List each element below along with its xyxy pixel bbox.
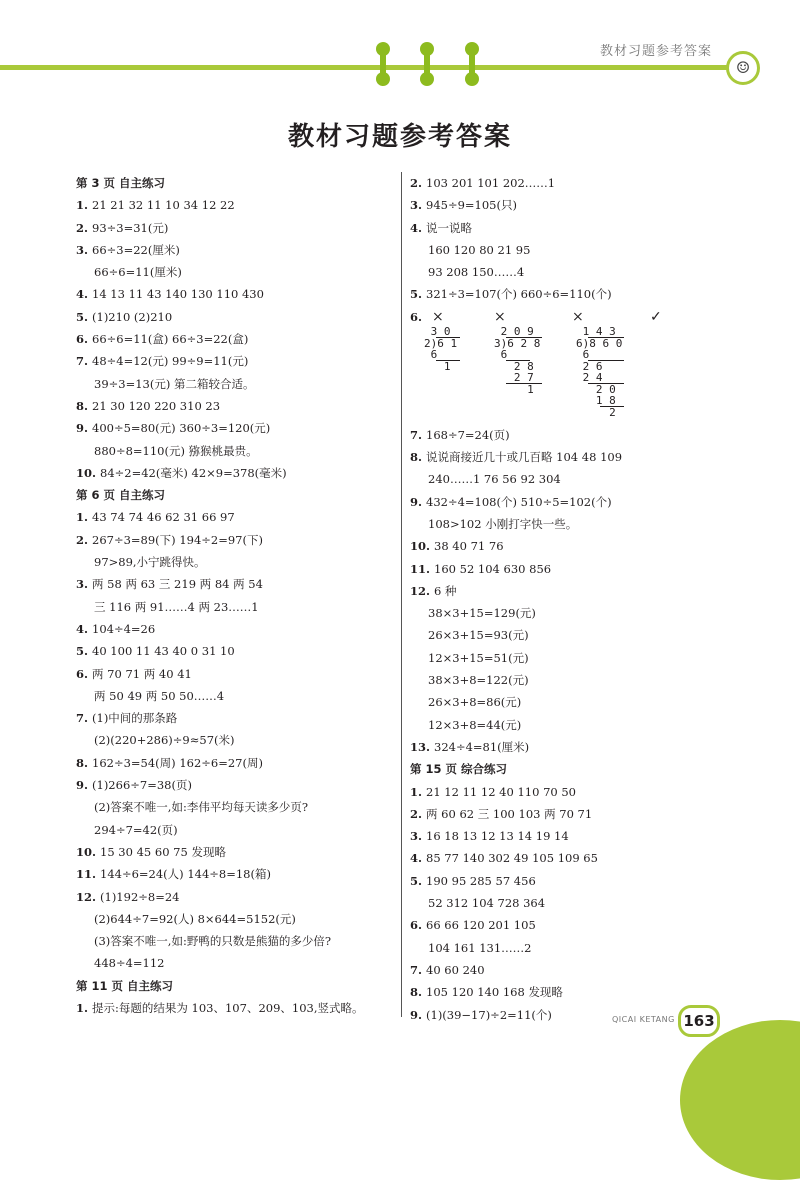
answer-text: 38×3+8=122(元)	[428, 673, 529, 688]
answer-text: 97>89,小宁跳得快。	[94, 555, 206, 570]
question-number: 8.	[76, 398, 89, 413]
answer-text: (1)中间的那条路	[92, 711, 178, 726]
answer-line	[410, 446, 740, 468]
question-number: 8.	[410, 450, 423, 465]
header-title: 教材习题参考答案	[600, 44, 713, 59]
binder-pin-icon	[380, 46, 386, 82]
answer-text: 105 120 140 168 发现略	[426, 985, 563, 1000]
question-number: 10.	[76, 465, 97, 480]
answer-line	[76, 729, 394, 751]
answer-text: 21 12 11 12 40 110 70 50	[426, 784, 576, 799]
check-mark-icon: ✓	[650, 308, 662, 325]
division-quotient: 3 0	[424, 324, 451, 338]
division-remainder: 2	[576, 405, 616, 419]
answer-line	[410, 647, 740, 669]
answer-text: (2)答案不唯一,如:李伟平均每天读多少页?	[94, 800, 308, 815]
answer-line	[410, 194, 740, 216]
question-number: 10.	[76, 844, 97, 859]
answer-text: 93÷3=31(元)	[92, 220, 169, 235]
answer-text: 40 60 240	[426, 962, 485, 977]
answer-text: 267÷3=89(下) 194÷2=97(下)	[92, 532, 263, 547]
answer-line	[76, 217, 394, 239]
answer-line	[76, 506, 394, 528]
question-number: 9.	[76, 778, 89, 793]
question-number: 3.	[410, 198, 423, 213]
answer-line	[76, 529, 394, 551]
answer-text: (1)(39−17)÷2=11(个)	[426, 1007, 552, 1022]
answer-line	[76, 395, 394, 417]
answer-line	[76, 663, 394, 685]
answer-line	[410, 691, 740, 713]
answer-text: 66÷6=11(厘米)	[94, 265, 182, 280]
question-number: 4.	[76, 621, 89, 636]
answer-line	[76, 774, 394, 796]
answer-line	[76, 328, 394, 350]
answer-text: 第 6 页 自主练习	[76, 488, 166, 503]
answer-line	[76, 551, 394, 573]
answer-line	[76, 373, 394, 395]
question-number: 3.	[410, 829, 423, 844]
answer-line	[410, 239, 740, 261]
question-number: 9.	[76, 421, 89, 436]
answer-text: 26×3+15=93(元)	[428, 628, 529, 643]
answer-text: 43 74 74 46 62 31 66 97	[92, 510, 235, 525]
answer-text: 104 161 131……2	[428, 940, 532, 955]
long-division-2	[494, 326, 542, 395]
question-number: 2.	[76, 532, 89, 547]
question-number: 3.	[76, 242, 89, 257]
answer-line	[410, 669, 740, 691]
answer-text: 14 13 11 43 140 130 110 430	[92, 287, 264, 302]
answer-line	[410, 261, 740, 283]
answer-text: 三 116 两 91……4 两 23……1	[94, 599, 259, 614]
answer-text: 12×3+8=44(元)	[428, 717, 522, 732]
question-number: 4.	[410, 220, 423, 235]
footer-brand: QICAI KETANG	[612, 1015, 675, 1024]
answer-text: (1)192÷8=24	[100, 889, 180, 904]
page-title: 教材习题参考答案	[287, 122, 512, 152]
question-number: 2.	[410, 176, 423, 190]
answer-text: 945÷9=105(只)	[426, 198, 517, 213]
answer-line	[76, 350, 394, 372]
answer-text: 103 201 101 202……1	[426, 176, 556, 190]
answer-line	[76, 596, 394, 618]
answer-line	[76, 283, 394, 305]
question-number: 4.	[76, 287, 89, 302]
question-number: 1.	[76, 1000, 89, 1015]
answer-text: 40 100 11 43 40 0 31 10	[92, 644, 235, 659]
answer-text: 21 21 32 11 10 34 12 22	[92, 198, 235, 213]
answer-line	[76, 819, 394, 841]
corner-decoration	[680, 1020, 800, 1180]
column-divider	[401, 172, 402, 1017]
answer-line	[410, 914, 740, 936]
question-number: 6.	[76, 332, 89, 347]
answer-text: 两 70 71 两 40 41	[92, 666, 192, 681]
answer-line	[410, 781, 740, 803]
answer-text: 两 60 62 三 100 103 两 70 71	[426, 806, 593, 821]
answer-text: 15 30 45 60 75 发现略	[100, 844, 226, 859]
answer-text: (1)210 (2)210	[92, 309, 173, 324]
answer-text: 324÷4=81(厘米)	[434, 739, 530, 754]
division-step: 6	[494, 347, 508, 361]
answer-line	[76, 841, 394, 863]
answer-text: 160 120 80 21 95	[428, 242, 531, 257]
answer-text: 48÷4=12(元) 99÷9=11(元)	[92, 354, 249, 369]
answer-text: 432÷4=108(个) 510÷5=102(个)	[426, 494, 612, 509]
answer-line	[76, 707, 394, 729]
division-dividend: 6)8 6 0	[576, 336, 623, 350]
division-step: 2 7	[494, 370, 534, 384]
binder-pin-icon	[424, 46, 430, 82]
answer-text: 38 40 71 76	[434, 539, 504, 554]
division-dividend: 2)6 1	[424, 336, 458, 350]
answer-text: 说一说略	[426, 220, 473, 235]
answer-line	[410, 803, 740, 825]
answer-line	[76, 194, 394, 216]
answer-text: 66÷6=11(盒) 66÷3=22(盒)	[92, 332, 249, 347]
question-number: 5.	[76, 644, 89, 659]
answer-text: 第 3 页 自主练习	[76, 176, 166, 190]
answer-text: 两 50 49 两 50 50……4	[94, 688, 225, 703]
answer-line	[410, 825, 740, 847]
answer-text: 66 66 120 201 105	[426, 918, 536, 933]
left-column	[76, 172, 394, 1019]
answer-line	[410, 491, 740, 513]
answer-text: (3)答案不唯一,如:野鸭的只数是熊猫的多少倍?	[94, 934, 331, 949]
answer-text: 190 95 285 57 456	[426, 873, 536, 888]
question-number: 2.	[410, 806, 423, 821]
answer-text: 说说商接近几十或几百略 104 48 109	[426, 450, 623, 465]
question-number: 5.	[410, 873, 423, 888]
answer-text: (2)644÷7=92(人) 8×644=5152(元)	[94, 911, 296, 926]
answer-text: 提示:每题的结果为 103、107、209、103,竖式略。	[92, 1000, 364, 1015]
section-heading	[76, 172, 394, 194]
answer-line	[76, 573, 394, 595]
answer-text: 12×3+15=51(元)	[428, 650, 529, 665]
division-step: 6	[424, 347, 438, 361]
question-number: 9.	[410, 1007, 423, 1022]
question-number: 7.	[76, 711, 89, 726]
question-number: 12.	[76, 889, 97, 904]
long-division-3	[576, 326, 624, 418]
wrong-mark-icon: ×	[432, 308, 444, 325]
answer-line	[410, 937, 740, 959]
section-heading	[76, 484, 394, 506]
answer-text: 两 58 两 63 三 219 两 84 两 54	[92, 577, 263, 592]
question-number: 7.	[410, 962, 423, 977]
answer-text: 144÷6=24(人) 144÷8=18(箱)	[100, 867, 271, 882]
right-column	[410, 172, 740, 1026]
question-number: 2.	[76, 220, 89, 235]
answer-line	[410, 847, 740, 869]
question-number: 1.	[76, 510, 89, 525]
answer-line	[76, 417, 394, 439]
wrong-mark-icon: ×	[494, 308, 506, 325]
question-number: 11.	[410, 561, 431, 576]
answer-line	[410, 558, 740, 580]
question-number: 3.	[76, 577, 89, 592]
answer-line	[76, 752, 394, 774]
question-number: 5.	[76, 309, 89, 324]
question-number: 13.	[410, 739, 431, 754]
question-number: 6.	[410, 309, 423, 324]
answer-line	[76, 640, 394, 662]
binder-pin-icon	[469, 46, 475, 82]
header-bar	[0, 65, 745, 70]
division-step: 2 6	[576, 359, 603, 373]
division-step: 2 0	[576, 382, 616, 396]
division-dividend: 3)6 2 8	[494, 336, 541, 350]
page-number: 163	[678, 1005, 720, 1037]
answer-text: 66÷3=22(厘米)	[92, 242, 180, 257]
answer-text: 85 77 140 302 49 105 109 65	[426, 851, 598, 866]
answer-text: 第 11 页 自主练习	[76, 978, 174, 993]
answer-line	[410, 602, 740, 624]
answer-line	[410, 736, 740, 758]
answer-text: 93 208 150……4	[428, 265, 525, 280]
answer-text: 26×3+8=86(元)	[428, 695, 522, 710]
division-step: 2 4	[576, 370, 603, 384]
answer-line	[76, 685, 394, 707]
wrong-mark-icon: ×	[572, 308, 584, 325]
answer-line	[410, 580, 740, 602]
answer-text: 6 种	[434, 583, 457, 598]
answer-text: (2)(220+286)÷9≈57(米)	[94, 733, 235, 748]
answer-text: 160 52 104 630 856	[434, 561, 552, 576]
answer-text: 39÷3=13(元) 第二箱较合适。	[94, 376, 255, 391]
answer-line	[76, 796, 394, 818]
answer-text: 294÷7=42(页)	[94, 822, 178, 837]
answer-text: 52 312 104 728 364	[428, 896, 546, 911]
division-remainder: 1	[494, 382, 534, 396]
answer-text: 168÷7=24(页)	[426, 427, 510, 442]
answer-line	[410, 283, 740, 305]
answer-line	[76, 863, 394, 885]
answer-line	[76, 239, 394, 261]
division-quotient: 1 4 3	[576, 324, 616, 338]
answer-text: 240……1 76 56 92 304	[428, 472, 561, 487]
answer-line	[76, 462, 394, 484]
division-remainder: 1	[424, 359, 451, 373]
answer-text: 448÷4=112	[94, 956, 165, 971]
answer-line	[76, 997, 394, 1019]
question-number: 1.	[76, 198, 89, 213]
answer-text: 162÷3=54(周) 162÷6=27(周)	[92, 755, 263, 770]
answer-line	[76, 930, 394, 952]
answer-line	[410, 535, 740, 557]
question-number: 6.	[76, 666, 89, 681]
answer-text: 16 18 13 12 13 14 19 14	[426, 829, 569, 844]
answer-line	[76, 261, 394, 283]
question-6-block	[410, 306, 740, 424]
answer-text: (1)266÷7=38(页)	[92, 778, 192, 793]
answer-text: 第 15 页 综合练习	[410, 762, 508, 777]
question-number: 1.	[410, 784, 423, 799]
division-step: 6	[576, 347, 590, 361]
answer-text: 321÷3=107(个) 660÷6=110(个)	[426, 287, 612, 302]
question-number: 12.	[410, 583, 431, 598]
answer-text: 400÷5=80(元) 360÷3=120(元)	[92, 421, 271, 436]
question-number: 7.	[410, 427, 423, 442]
answer-line	[76, 618, 394, 640]
answer-line	[410, 714, 740, 736]
answer-line	[76, 908, 394, 930]
answer-line	[76, 306, 394, 328]
question-number: 6.	[410, 918, 423, 933]
division-step: 1 8	[576, 393, 616, 407]
answer-text: 880÷8=110(元) 猕猴桃最贵。	[94, 443, 258, 458]
answer-line	[410, 172, 740, 194]
answer-line	[76, 952, 394, 974]
question-number: 10.	[410, 539, 431, 554]
answer-text: 84÷2=42(毫米) 42×9=378(毫米)	[100, 465, 287, 480]
question-number: 8.	[76, 755, 89, 770]
answer-line	[410, 468, 740, 490]
answer-line	[76, 886, 394, 908]
answer-line	[410, 892, 740, 914]
division-step: 2 8	[494, 359, 534, 373]
answer-line	[410, 217, 740, 239]
section-heading	[410, 758, 740, 780]
answer-line	[76, 440, 394, 462]
question-number: 8.	[410, 985, 423, 1000]
answer-text: 21 30 120 220 310 23	[92, 398, 221, 413]
question-number: 4.	[410, 851, 423, 866]
question-number: 9.	[410, 494, 423, 509]
answer-line	[410, 870, 740, 892]
division-quotient: 2 0 9	[494, 324, 534, 338]
answer-line	[410, 513, 740, 535]
question-number: 7.	[76, 354, 89, 369]
answer-text: 108>102 小刚打字快一些。	[428, 516, 578, 531]
section-heading	[76, 975, 394, 997]
answer-text: 38×3+15=129(元)	[428, 606, 536, 621]
answer-line	[410, 424, 740, 446]
mascot-icon: ☺	[726, 51, 760, 85]
answer-line	[410, 959, 740, 981]
answer-line	[410, 624, 740, 646]
long-division-1	[424, 326, 460, 372]
question-number: 11.	[76, 867, 97, 882]
question-number: 5.	[410, 287, 423, 302]
answer-line	[410, 981, 740, 1003]
answer-text: 104÷4=26	[92, 621, 156, 636]
